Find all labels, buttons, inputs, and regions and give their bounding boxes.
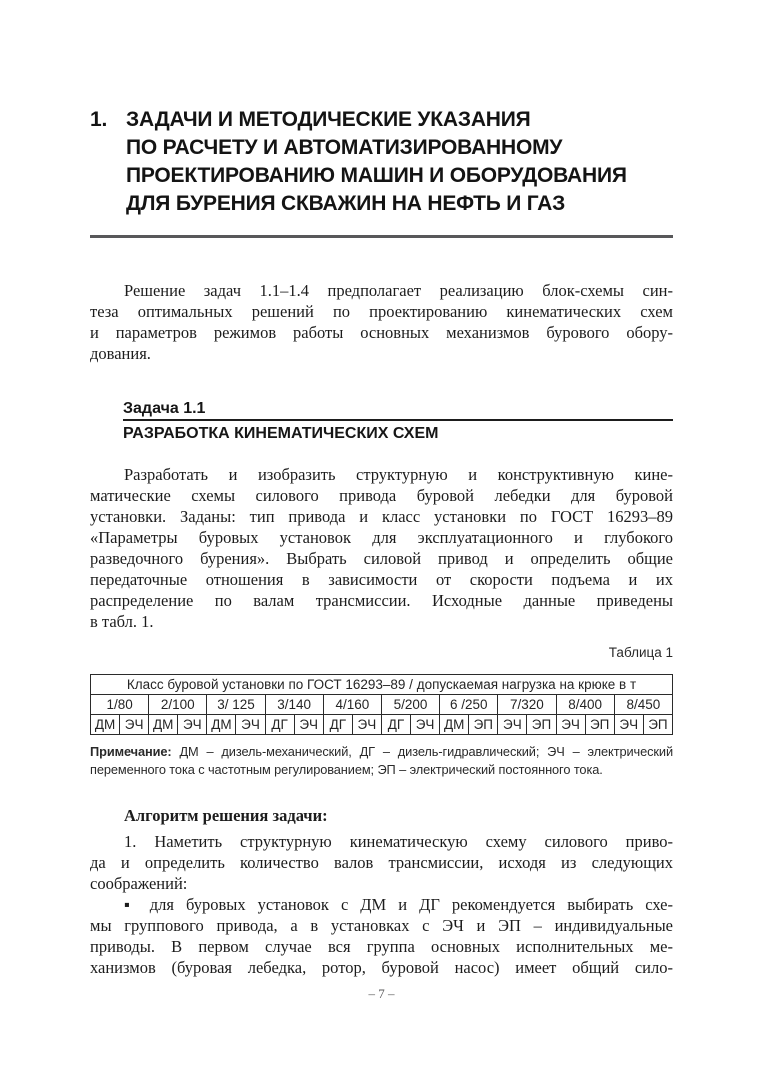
task-divider-rule — [123, 419, 673, 421]
note-label: Примечание: — [90, 744, 172, 759]
text-line: в табл. 1. — [90, 612, 154, 631]
text-line: да и определить количество валов трансмиссии, исходя из следующих — [90, 853, 673, 872]
class-cell: 3/140 — [265, 695, 323, 715]
class-cell: 2/100 — [149, 695, 207, 715]
drive-cell: ЭЧ — [556, 715, 585, 735]
drive-cell: ДМ — [207, 715, 236, 735]
drive-cell: ДМ — [440, 715, 469, 735]
class-cell: 8/450 — [614, 695, 672, 715]
table-drive-row — [91, 715, 673, 735]
drive-cell: ДМ — [149, 715, 178, 735]
text-line: установки. Заданы: тип привода и класс установки по ГОСТ 16293–89 — [90, 507, 673, 526]
chapter-title-line: ЗАДАЧИ И МЕТОДИЧЕСКИЕ УКАЗАНИЯ — [126, 108, 531, 131]
table-class-row — [91, 695, 673, 715]
text-line: передаточные отношения в зависимости от скорости подъема и их — [90, 570, 673, 589]
table-header-row — [91, 675, 673, 695]
drive-cell: ЭЧ — [294, 715, 323, 735]
drive-cell: ЭЧ — [498, 715, 527, 735]
note-text: ДМ – дизель-механический, ДГ – дизель-гидравлический; ЭЧ – электрический переменного тока с частотным регулированием; ЭП – электрический постоянного тока. — [90, 744, 673, 777]
text-line: распределение по валам трансмиссии. Исходные данные приведены — [90, 591, 673, 610]
text-line: матические схемы силового привода буровой лебедки для буровой — [90, 486, 673, 505]
text-line: приводы. В первом случае вся группа основных исполнительных ме- — [90, 937, 673, 956]
page-content — [90, 0, 673, 978]
algorithm-bullet-paragraph — [90, 894, 673, 978]
drive-cell: ЭП — [585, 715, 614, 735]
text-line: Решение задач 1.1–1.4 предполагает реализацию блок-схемы син- — [124, 281, 673, 300]
drive-cell: ЭЧ — [236, 715, 265, 735]
class-cell: 7/320 — [498, 695, 556, 715]
task-title: РАЗРАБОТКА КИНЕМАТИЧЕСКИХ СХЕМ — [123, 425, 439, 442]
text-line: и параметров режимов работы основных механизмов бурового обору- — [90, 323, 673, 342]
table-caption: Таблица 1 — [608, 645, 673, 660]
text-line: дования. — [90, 344, 151, 363]
chapter-number: 1. — [90, 108, 108, 131]
task-header — [123, 400, 673, 444]
chapter-title-line: ПО РАСЧЕТУ И АВТОМАТИЗИРОВАННОМУ — [126, 136, 563, 159]
page-number: – 7 – — [368, 986, 395, 1001]
class-cell: 5/200 — [381, 695, 439, 715]
drive-cell: ЭЧ — [614, 715, 643, 735]
drive-cell: ЭЧ — [352, 715, 381, 735]
drive-cell: ЭЧ — [120, 715, 149, 735]
drive-cell: ЭП — [527, 715, 556, 735]
text-line: теза оптимальных решений по проектированию кинематических схем — [90, 302, 673, 321]
task-description-paragraph — [90, 464, 673, 632]
chapter-divider-rule — [90, 235, 673, 238]
text-line: Разработать и изобразить структурную и конструктивную кине- — [124, 465, 673, 484]
text-line: ▪ для буровых установок с ДМ и ДГ рекомендуется выбирать схе- — [124, 895, 673, 914]
table-note — [90, 743, 673, 778]
text-line: 1. Наметить структурную кинематическую схему силового приво- — [124, 832, 673, 851]
class-cell: 6 /250 — [440, 695, 498, 715]
drive-cell: ЭЧ — [178, 715, 207, 735]
class-cell: 1/80 — [91, 695, 149, 715]
class-cell: 3/ 125 — [207, 695, 265, 715]
table-header-cell: Класс буровой установки по ГОСТ 16293–89 / допускаемая нагрузка на крюке в т — [91, 675, 673, 695]
text-line: разведочного бурения». Выбрать силовой привод и определить общие — [90, 549, 673, 568]
chapter-title-line: ПРОЕКТИРОВАНИЮ МАШИН И ОБОРУДОВАНИЯ — [126, 164, 627, 187]
drive-cell: ДГ — [265, 715, 294, 735]
chapter-heading — [90, 0, 673, 218]
intro-paragraph — [90, 280, 673, 364]
drive-cell: ДГ — [323, 715, 352, 735]
text-line: «Параметры буровых установок для эксплуатационного и глубокого — [90, 528, 673, 547]
class-cell: 8/400 — [556, 695, 614, 715]
algorithm-paragraph — [90, 831, 673, 894]
text-line: ханизмов (буровая лебедка, ротор, буровой насос) имеет общий сило- — [90, 958, 673, 977]
chapter-title — [126, 106, 627, 218]
drive-cell: ДМ — [91, 715, 120, 735]
drive-cell: ЭП — [469, 715, 498, 735]
algorithm-heading: Алгоритм решения задачи: — [124, 806, 328, 825]
drive-cell: ДГ — [381, 715, 410, 735]
task-label: Задача 1.1 — [123, 400, 206, 417]
class-cell: 4/160 — [323, 695, 381, 715]
text-line: соображений: — [90, 874, 188, 893]
text-line: мы группового привода, а в установках с ЭЧ и ЭП – индивидуальные — [90, 916, 673, 935]
rig-class-table — [90, 674, 673, 735]
chapter-title-line: ДЛЯ БУРЕНИЯ СКВАЖИН НА НЕФТЬ И ГАЗ — [126, 192, 566, 215]
drive-cell: ЭЧ — [411, 715, 440, 735]
drive-cell: ЭП — [643, 715, 672, 735]
